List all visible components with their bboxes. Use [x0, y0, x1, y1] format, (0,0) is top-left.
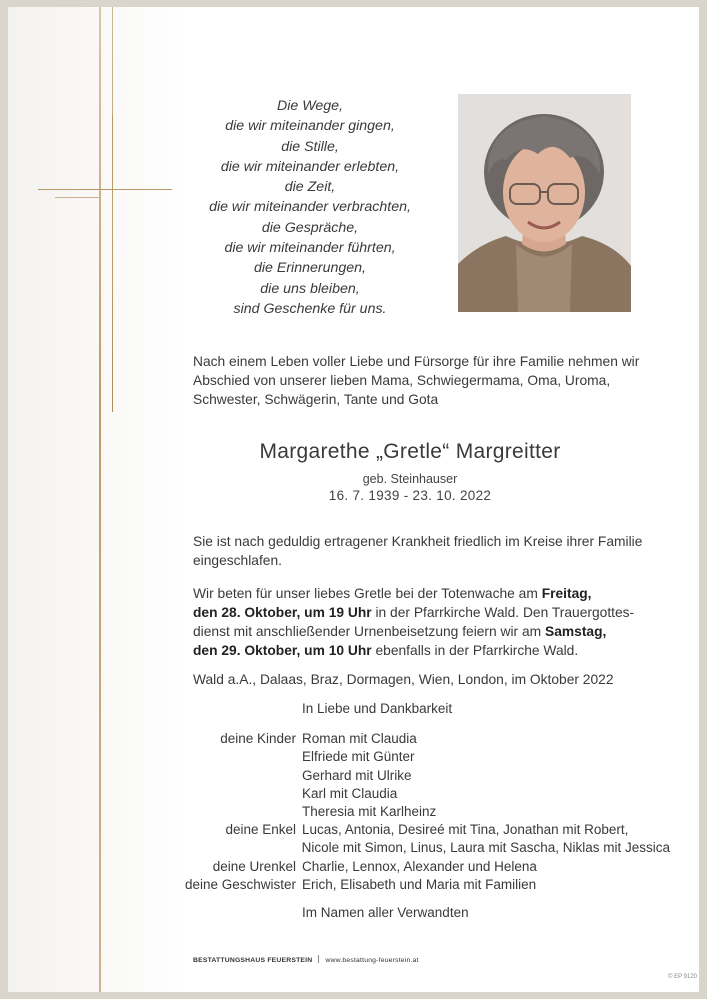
life-dates: 16. 7. 1939 - 23. 10. 2022: [328, 488, 492, 503]
service-line: den 28. Oktober, um 19 Uhr in der Pfarrkirche Wald. Den Trauergottes-: [193, 605, 635, 620]
document-code: © EP 9120: [668, 974, 697, 980]
poem-line: die Stille,: [281, 138, 339, 155]
funeral-home-name: BESTATTUNGSHAUS FEUERSTEIN: [193, 957, 313, 964]
service-line: dienst mit anschließender Urnenbeisetzung feiern wir am Samstag,: [193, 624, 607, 639]
family-member: Theresia mit Karlheinz: [302, 804, 437, 820]
poem-line: sind Geschenke für uns.: [233, 300, 387, 317]
poem: [190, 96, 430, 319]
family-member: Lucas, Antonia, Desireé mit Tina, Jonathan mit Robert,: [302, 822, 629, 838]
family-member: Charlie, Lennox, Alexander und Helena: [302, 858, 537, 874]
footer-divider: [318, 955, 319, 963]
portrait-photo: [458, 94, 631, 312]
poem-line: die Zeit,: [284, 179, 336, 196]
service-line: den 29. Oktober, um 10 Uhr ebenfalls in der Pfarrkirche Wald.: [193, 643, 579, 658]
poem-line: die uns bleiben,: [260, 280, 360, 297]
place-date: Wald a.A., Dalaas, Braz, Dormagen, Wien, London, im Oktober 2022: [193, 672, 614, 687]
family-member: Gerhard mit Ulrike: [302, 767, 412, 783]
footer: [193, 955, 419, 964]
family-list: [150, 700, 670, 922]
birth-name: geb. Steinhauser: [362, 472, 458, 486]
service-day: Samstag,: [545, 624, 607, 639]
grandchildren-label: deine Enkel: [225, 822, 296, 838]
cross-ornament-bar: [38, 189, 172, 190]
family-member: Roman mit Claudia: [302, 731, 417, 747]
cross-ornament-line: [112, 115, 113, 193]
intro-text: [193, 352, 663, 410]
deceased-name: Margarethe „Gretle“ Margreitter: [259, 440, 561, 463]
poem-line: die wir miteinander gingen,: [225, 118, 395, 135]
family-member: Erich, Elisabeth und Maria mit Familien: [302, 876, 537, 892]
poem-line: die wir miteinander verbrachten,: [209, 199, 411, 216]
closing-line: Im Namen aller Verwandten: [302, 905, 469, 921]
poem-line: die Erinnerungen,: [253, 260, 366, 277]
children-label: deine Kinder: [220, 731, 296, 747]
poem-line: die wir miteinander erlebten,: [220, 158, 400, 175]
funeral-home-url[interactable]: www.bestattung-feuerstein.at: [325, 957, 419, 964]
intro-line: Schwester, Schwägerin, Tante und Gota: [193, 392, 439, 408]
intro-line: Abschied von unserer lieben Mama, Schwiegermama, Oma, Uroma,: [193, 373, 611, 389]
great-grandchildren-label: deine Urenkel: [212, 858, 296, 874]
siblings-label: deine Geschwister: [184, 876, 296, 892]
poem-line: Die Wege,: [277, 98, 343, 114]
intro-line: Nach einem Leben voller Liebe und Fürsorge für ihre Familie nehmen wir: [193, 354, 640, 369]
passing-line: Sie ist nach geduldig ertragener Krankheit friedlich im Kreise ihrer Familie: [193, 534, 643, 549]
family-member: Nicole mit Simon, Linus, Laura mit Sascha, Niklas mit Jessica: [301, 840, 670, 856]
service-line: Wir beten für unser liebes Gretle bei der Totenwache am Freitag,: [193, 586, 592, 601]
cross-ornament-bar: [55, 197, 100, 198]
service-day: Freitag,: [541, 586, 592, 601]
passing-line: eingeschlafen.: [193, 553, 282, 568]
poem-line: die Gespräche,: [261, 219, 359, 236]
passing-text: [193, 532, 663, 570]
poem-line: die wir miteinander führten,: [224, 240, 396, 257]
cross-ornament-line: [112, 7, 113, 412]
service-datetime: den 28. Oktober, um 19 Uhr: [193, 605, 372, 620]
family-member: Karl mit Claudia: [302, 785, 398, 801]
love-line: In Liebe und Dankbarkeit: [302, 701, 453, 716]
service-text: [193, 584, 663, 660]
cross-ornament-line: [99, 7, 101, 992]
family-member: Elfriede mit Günter: [302, 749, 415, 765]
service-datetime: den 29. Oktober, um 10 Uhr: [193, 643, 372, 658]
